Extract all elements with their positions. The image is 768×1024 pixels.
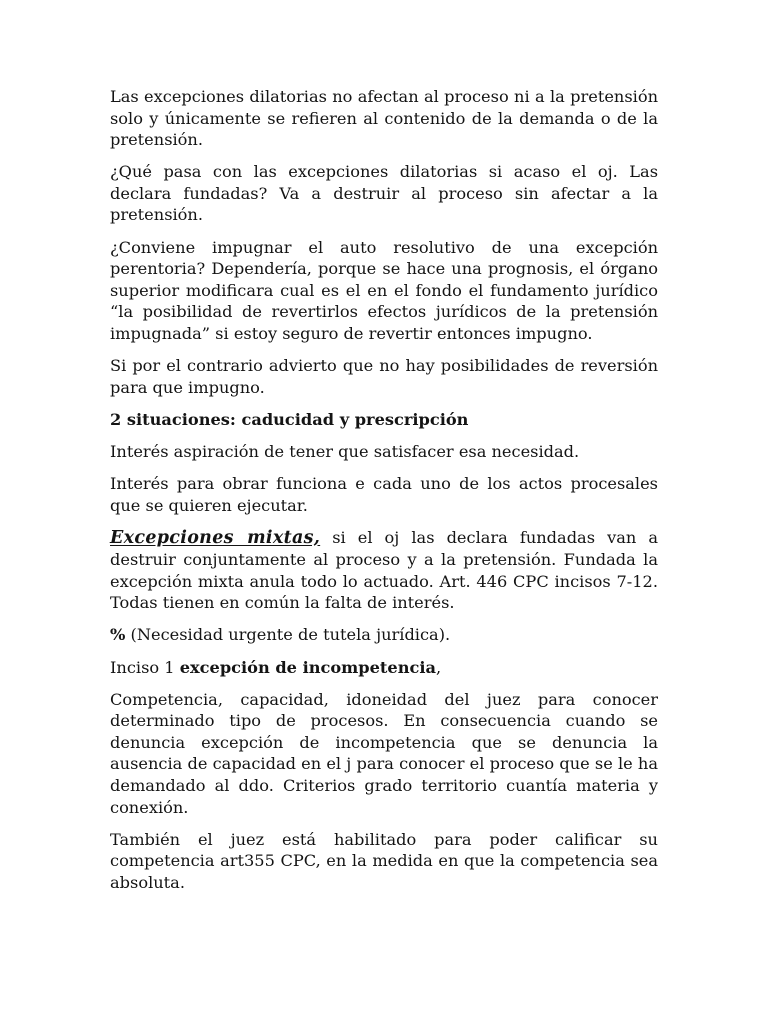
paragraph-interes-obrar: Interés para obrar funciona e cada uno de los actos procesales que se quieren ejecutar. [110, 473, 658, 515]
inciso-bold: excepción de incompetencia [179, 657, 436, 677]
mixtas-text: si el oj las declara fundadas van a destruir conjuntamente al proceso y a la pretensión. Fundada la excepción mixta anula todo lo actuado. Art. 446 CPC incisos 7-12. Todas tienen en común la falta de interés. [110, 527, 658, 613]
inciso-prefix: Inciso 1 [110, 657, 180, 677]
document-body [110, 86, 658, 904]
paragraph-necesidad [110, 624, 658, 646]
paragraph-impugnar: ¿Conviene impugnar el auto resolutivo de una excepción perentoria? Dependería, porque se hace una prognosis, el órgano superior modificara cual es el en el fondo el fundamento jurídico “la posibilidad de revertirlos efectos jurídicos de la pretensión impugnada” si estoy seguro de revertir entonces impugno. [110, 237, 658, 343]
percent-symbol: % [110, 625, 126, 645]
paragraph-interes-aspiracion: Interés aspiración de tener que satisfacer esa necesidad. [110, 441, 580, 461]
paragraph-dilatorias: Las excepciones dilatorias no afectan al proceso ni a la pretensión solo y únicamente se refieren al contenido de la demanda o de la pretensión. [110, 87, 658, 150]
paragraph-inciso-1 [110, 657, 658, 679]
inciso-suffix: , [435, 657, 442, 677]
paragraph-pregunta-dilatorias: ¿Qué pasa con las excepciones dilatorias si acaso el oj. Las declara fundadas? Va a destruir al proceso sin afectar a la pretensión. [110, 162, 658, 225]
paragraph-competencia: Competencia, capacidad, idoneidad del juez para conocer determinado tipo de procesos. En consecuencia cuando se denuncia excepción de incompetencia que se denuncia la ausencia de capacidad en el j para conocer el proceso que se le ha demandado al ddo. Criterios grado territorio cuantía materia y conexión. [110, 689, 658, 817]
paragraph-reversion: Si por el contrario advierto que no hay posibilidades de reversión para que impugno. [110, 356, 658, 397]
term-excepciones-mixtas: Excepciones mixtas, [110, 527, 321, 548]
necesidad-text: (Necesidad urgente de tutela jurídica). [125, 625, 451, 645]
heading-situaciones: 2 situaciones: caducidad y prescripción [110, 409, 469, 429]
paragraph-excepciones-mixtas [110, 527, 658, 614]
paragraph-tambien: También el juez está habilitado para poder calificar su competencia art355 CPC, en la medida en que la competencia sea absoluta. [110, 829, 658, 892]
